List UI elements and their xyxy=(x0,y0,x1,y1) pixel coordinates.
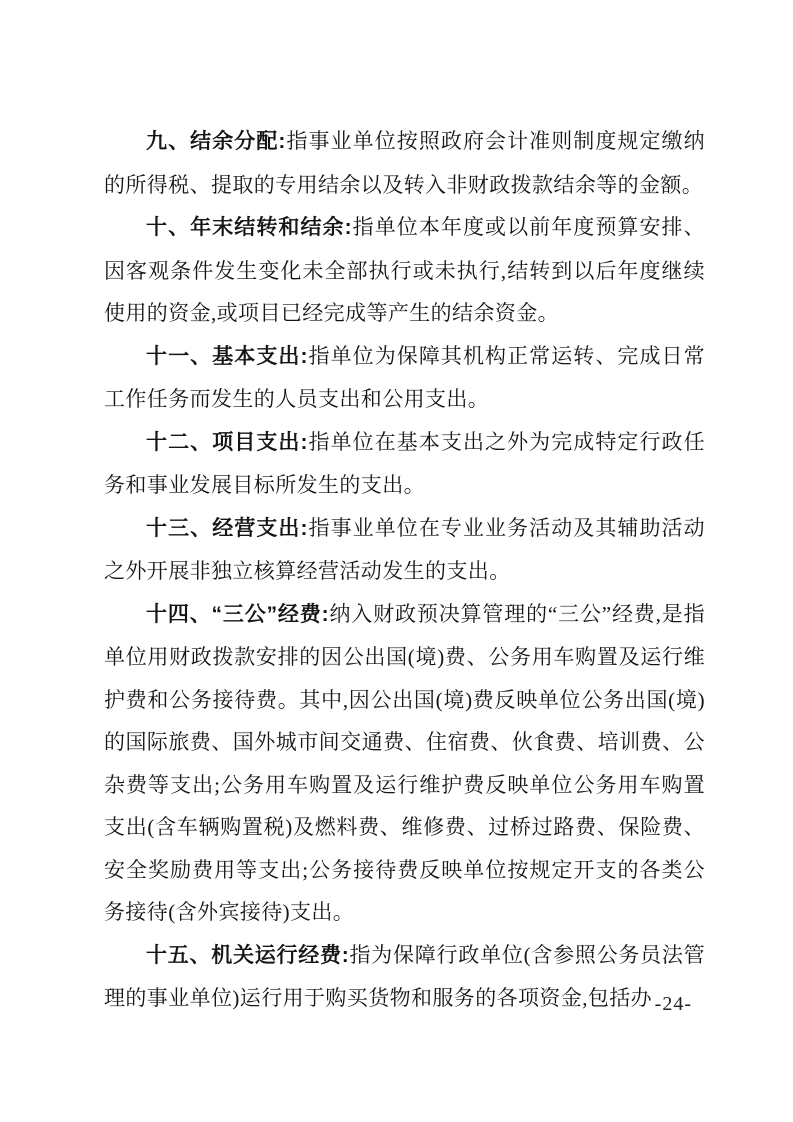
term-label: 九、结余分配: xyxy=(146,130,286,153)
term-label: 十二、项目支出: xyxy=(146,430,308,454)
term-label: 十四、“三公”经费: xyxy=(146,602,330,626)
definition-paragraph xyxy=(104,206,705,335)
term-label: 十、年末结转和结余: xyxy=(146,216,352,239)
term-definition: 指事业单位按照政府会计准则制度规定缴纳的所得税、提取的专用结余以及转入非财政拨款结余等的金额。 xyxy=(104,129,705,197)
definition-paragraph xyxy=(104,421,705,507)
term-definition: 指单位在基本支出之外为完成特定行政任务和事业发展目标所发生的支出。 xyxy=(104,429,705,497)
page-number: -24- xyxy=(654,993,692,1015)
term-definition: 指单位为保障其机构正常运转、完成日常工作任务而发生的人员支出和公用支出。 xyxy=(104,343,705,411)
definition-paragraph xyxy=(104,507,705,593)
definition-paragraph xyxy=(104,934,705,1020)
term-definition: 指事业单位在专业业务活动及其辅助活动之外开展非独立核算经营活动发生的支出。 xyxy=(104,515,705,583)
term-label: 十五、机关运行经费: xyxy=(146,943,350,967)
definition-paragraph xyxy=(104,120,705,206)
term-label: 十一、基本支出: xyxy=(146,344,308,368)
term-definition: 纳入财政预决算管理的“三公”经费,是指单位用财政拨款安排的因公出国(境)费、公务用车购置及运行维护费和公务接待费。其中,因公出国(境)费反映单位公务出国(境)的国际旅费、国外城市间交通费、住宿费、伙食费、培训费、公杂费等支出;公务用车购置及运行维护费反映单位公务用车购置支出(含车辆购置税)及燃料费、维修费、过桥过路费、保险费、安全奖励费用等支出;公务接待费反映单位按规定开支的各类公务接待(含外宾接待)支出。 xyxy=(104,601,705,924)
document-body xyxy=(104,120,705,1020)
definition-paragraph xyxy=(104,593,705,934)
term-definition: 指单位本年度或以前年度预算安排、因客观条件发生变化未全部执行或未执行,结转到以后年度继续使用的资金,或项目已经完成等产生的结余资金。 xyxy=(104,215,705,325)
term-definition: 指为保障行政单位(含参照公务员法管理的事业单位)运行用于购买货物和服务的各项资金,包括办 xyxy=(104,942,705,1010)
definition-paragraph xyxy=(104,335,705,421)
term-label: 十三、经营支出: xyxy=(146,516,308,540)
